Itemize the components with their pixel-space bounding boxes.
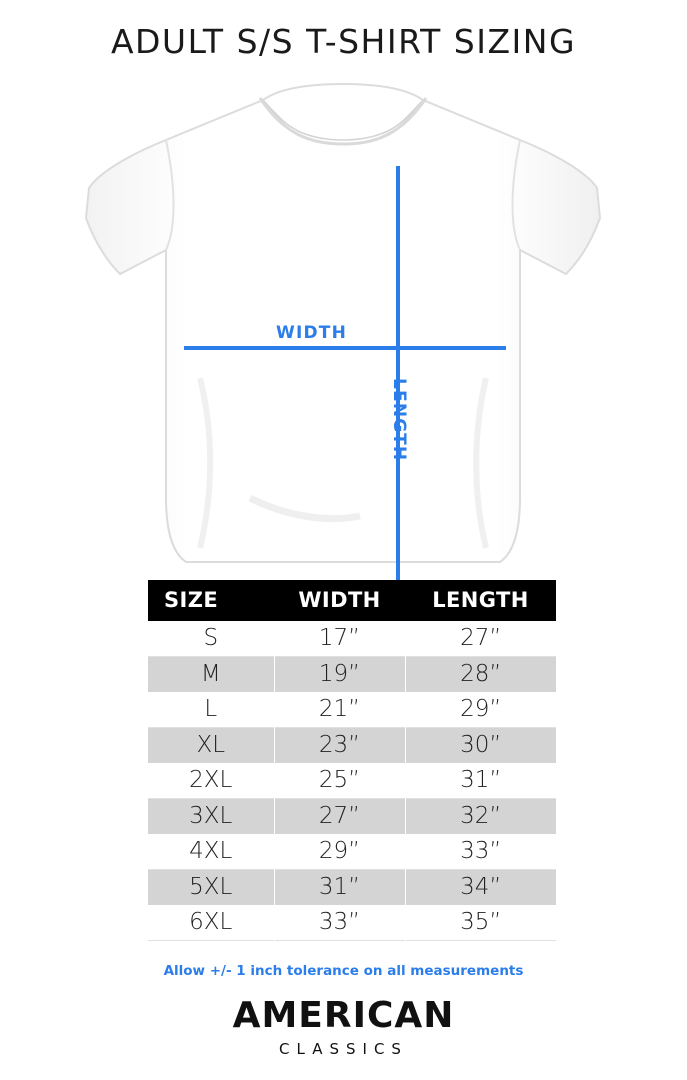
cell-length: 30”: [405, 728, 556, 764]
cell-length: 29”: [405, 692, 556, 728]
cell-size: 4XL: [148, 834, 274, 870]
cell-size: L: [148, 692, 274, 728]
table-row: [148, 799, 556, 835]
cell-size: 3XL: [148, 799, 274, 835]
tshirt-diagram: [0, 78, 687, 568]
cell-size: S: [148, 621, 274, 657]
column-header-width: WIDTH: [274, 580, 405, 621]
cell-size: 5XL: [148, 870, 274, 906]
cell-length: 31”: [405, 763, 556, 799]
cell-width: 33”: [274, 905, 405, 941]
cell-length: 33”: [405, 834, 556, 870]
cell-length: 27”: [405, 621, 556, 657]
brand-name: AMERICAN: [232, 995, 455, 1036]
cell-width: 27”: [274, 799, 405, 835]
table-row: [148, 692, 556, 728]
cell-width: 31”: [274, 870, 405, 906]
cell-size: 2XL: [148, 763, 274, 799]
table-row: [148, 728, 556, 764]
size-table: [148, 580, 556, 941]
table-row: [148, 763, 556, 799]
table-row: [148, 905, 556, 941]
length-label: LENGTH: [389, 378, 409, 462]
cell-width: 29”: [274, 834, 405, 870]
column-header-length: LENGTH: [405, 580, 556, 621]
table-row: [148, 870, 556, 906]
column-header-size: SIZE: [148, 580, 274, 621]
cell-size: 6XL: [148, 905, 274, 941]
cell-length: 35”: [405, 905, 556, 941]
cell-length: 34”: [405, 870, 556, 906]
cell-width: 21”: [274, 692, 405, 728]
width-label: WIDTH: [276, 323, 348, 343]
cell-length: 32”: [405, 799, 556, 835]
brand-subtitle: CLASSICS: [279, 1040, 408, 1058]
cell-length: 28”: [405, 657, 556, 693]
cell-width: 23”: [274, 728, 405, 764]
tolerance-note: Allow +/- 1 inch tolerance on all measurements: [163, 963, 524, 979]
page-title: ADULT S/S T-SHIRT SIZING: [110, 22, 577, 61]
cell-width: 25”: [274, 763, 405, 799]
cell-size: M: [148, 657, 274, 693]
table-header-row: [148, 580, 556, 621]
table-row: [148, 834, 556, 870]
cell-size: XL: [148, 728, 274, 764]
table-row: [148, 657, 556, 693]
size-chart: [148, 580, 540, 941]
cell-width: 19”: [274, 657, 405, 693]
cell-width: 17”: [274, 621, 405, 657]
width-measure-line: [184, 346, 506, 350]
table-row: [148, 621, 556, 657]
